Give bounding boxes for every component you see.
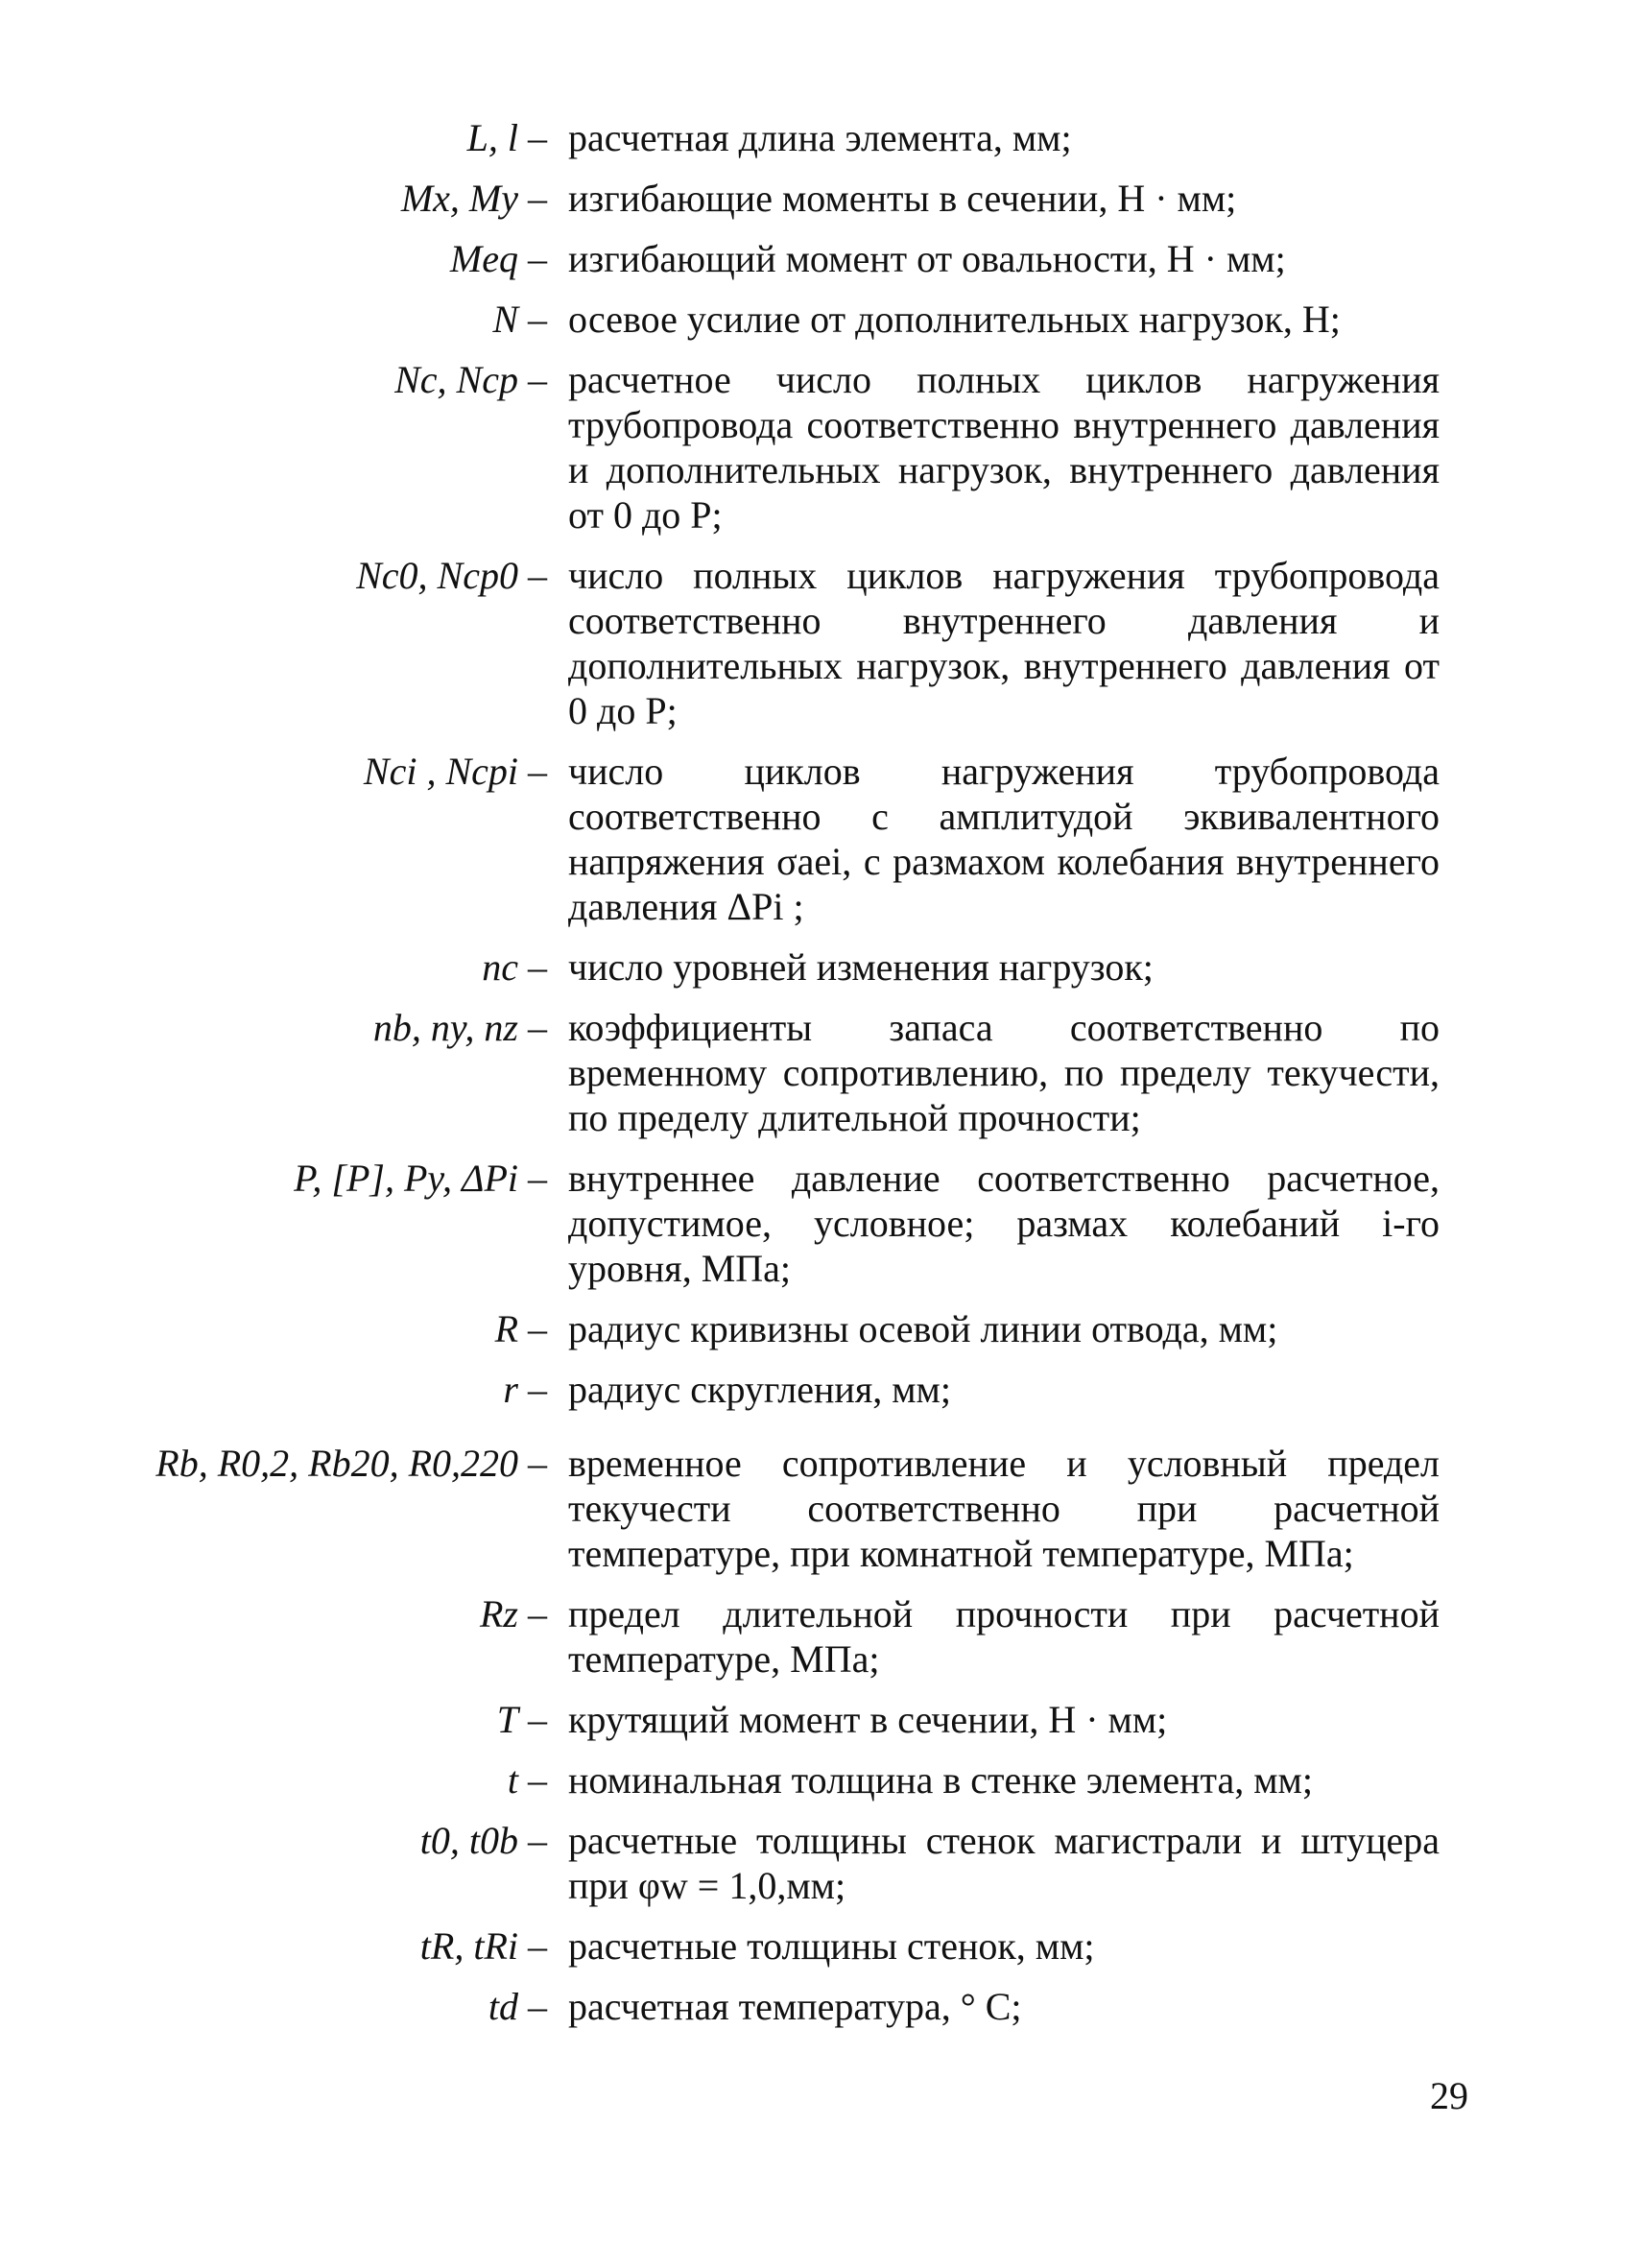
dash: – xyxy=(528,554,547,597)
list-item xyxy=(154,1923,1459,1969)
dash: – xyxy=(528,1985,547,2028)
description: расчетные толщины стенок магистрали и штуцера при φw = 1,0,мм; xyxy=(568,1819,1440,1907)
description: расчетные толщины стенок, мм; xyxy=(568,1924,1095,1968)
list-item xyxy=(154,1441,1459,1576)
list-item xyxy=(154,749,1459,929)
dash: – xyxy=(528,1819,547,1862)
description: расчетная длина элемента, мм; xyxy=(568,116,1072,159)
dash: – xyxy=(528,750,547,793)
dash: – xyxy=(528,237,547,280)
list-item xyxy=(154,357,1459,537)
list-item xyxy=(154,297,1459,342)
symbol: Rb, R0,2, Rb20, R0,220 xyxy=(155,1442,518,1485)
description: изгибающие моменты в сечении, Н · мм; xyxy=(568,177,1237,220)
symbol: r xyxy=(503,1368,518,1411)
description: число уровней изменения нагрузок; xyxy=(568,945,1154,989)
description: изгибающий момент от овальности, Н · мм; xyxy=(568,237,1286,280)
symbol: Nc0, Ncp0 xyxy=(356,554,518,597)
symbol: L, l xyxy=(466,116,518,159)
description: предел длительной прочности при расчетной температуре, МПа; xyxy=(568,1592,1440,1681)
list-item xyxy=(154,1156,1459,1291)
dash: – xyxy=(528,1758,547,1802)
symbol: Nc, Ncp xyxy=(394,358,518,401)
symbol: nc xyxy=(482,945,518,989)
symbol: tR, tRi xyxy=(419,1924,518,1968)
symbol: t0, t0b xyxy=(419,1819,518,1862)
page-number: 29 xyxy=(1430,2074,1468,2117)
symbol: nb, ny, nz xyxy=(372,1006,518,1049)
symbol: td xyxy=(488,1985,518,2028)
nomenclature-list xyxy=(154,115,1459,2044)
list-item xyxy=(154,236,1459,281)
dash: – xyxy=(528,358,547,401)
description: расчетное число полных циклов нагружения трубопровода соответственно внутреннего давления и дополнительных нагрузок, внутреннего давления от 0 до P; xyxy=(568,358,1440,537)
description: осевое усилие от дополнительных нагрузок, Н; xyxy=(568,298,1341,341)
list-item xyxy=(154,1984,1459,2029)
list-item xyxy=(154,1005,1459,1140)
symbol: Nci , Ncpi xyxy=(363,750,518,793)
dash: – xyxy=(528,1698,547,1741)
symbol: Mx, My xyxy=(400,177,518,220)
dash: – xyxy=(528,177,547,220)
description: радиус кривизны осевой линии отвода, мм; xyxy=(568,1307,1278,1350)
symbol: T xyxy=(496,1698,518,1741)
dash: – xyxy=(528,1307,547,1350)
symbol: Meq xyxy=(449,237,518,280)
description: расчетная температура, ° С; xyxy=(568,1985,1022,2028)
dash: – xyxy=(528,945,547,989)
description: крутящий момент в сечении, Н · мм; xyxy=(568,1698,1168,1741)
dash: – xyxy=(528,1442,547,1485)
list-item xyxy=(154,1757,1459,1802)
dash: – xyxy=(528,1157,547,1200)
symbol: R xyxy=(494,1307,518,1350)
description: число циклов нагружения трубопровода соответственно с амплитудой эквивалентного напряжения σaei, с размахом колебания внутреннего давления ΔPi ; xyxy=(568,750,1440,928)
list-item xyxy=(154,553,1459,733)
symbol: Rz xyxy=(480,1592,518,1635)
list-item xyxy=(154,1591,1459,1682)
list-item xyxy=(154,1367,1459,1412)
list-item xyxy=(154,115,1459,160)
description: радиус скругления, мм; xyxy=(568,1368,951,1411)
description: внутреннее давление соответственно расчетное, допустимое, условное; размах колебаний i-го уровня, МПа; xyxy=(568,1157,1440,1290)
description: номинальная толщина в стенке элемента, мм; xyxy=(568,1758,1313,1802)
symbol: N xyxy=(492,298,518,341)
list-item xyxy=(154,1306,1459,1351)
dash: – xyxy=(528,1924,547,1968)
list-item xyxy=(154,944,1459,990)
symbol: t xyxy=(507,1758,518,1802)
dash: – xyxy=(528,298,547,341)
dash: – xyxy=(528,1006,547,1049)
dash: – xyxy=(528,1592,547,1635)
list-item xyxy=(154,1697,1459,1742)
list-item xyxy=(154,1818,1459,1908)
description: коэффициенты запаса соответственно по временному сопротивлению, по пределу текучести, по пределу длительной прочности; xyxy=(568,1006,1440,1139)
description: временное сопротивление и условный предел текучести соответственно при расчетной температуре, при комнатной температуре, МПа; xyxy=(568,1442,1440,1575)
list-item xyxy=(154,176,1459,221)
dash: – xyxy=(528,1368,547,1411)
symbol: P, [P], Py, ΔPi xyxy=(294,1157,518,1200)
description: число полных циклов нагружения трубопровода соответственно внутреннего давления и дополнительных нагрузок, внутреннего давления от 0 до P; xyxy=(568,554,1440,732)
dash: – xyxy=(528,116,547,159)
